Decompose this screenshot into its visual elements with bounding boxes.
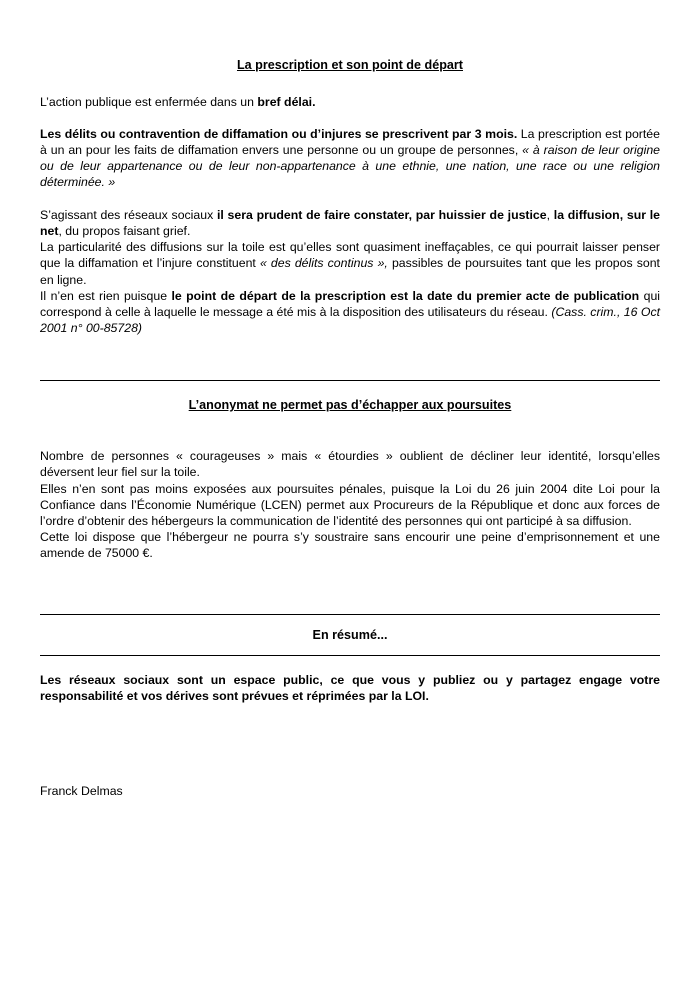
page-title: La prescription et son point de départ bbox=[236, 58, 463, 72]
paragraph-point-depart bbox=[40, 288, 660, 337]
particularite-end: passibles de poursuites tant que les propos sont en ligne. bbox=[40, 256, 660, 287]
section-heading-resume: En résumé... bbox=[312, 627, 388, 642]
prescription-bold-open: Les délits ou contravention de diffamation ou d’injures se prescrivent par 3 mois. bbox=[40, 126, 518, 141]
paragraph-reseaux-sociaux bbox=[40, 207, 660, 239]
paragraph-anonymat-3: Cette loi dispose que l’hébergeur ne pourra s’y soustraire sans encourir une peine d’emprisonnement et une amende de 75000 €. bbox=[40, 530, 660, 561]
paragraph-intro bbox=[40, 94, 660, 110]
prescription-rest: La prescription est portée à un an pour les faits de diffamation envers une personne ou un groupe de personnes, bbox=[40, 126, 660, 158]
reseaux-bold-1: il sera prudent de faire constater, par huissier de justice bbox=[216, 207, 547, 222]
paragraph-conclusion: Les réseaux sociaux sont un espace public, ce que vous y publiez ou y partagez engage votre responsabilité et vos dérives sont prévues et réprimées par la LOI. bbox=[40, 673, 660, 704]
particularite-italic: « des délits continus », bbox=[259, 256, 388, 271]
reseaux-bold-2: la diffusion, sur le net bbox=[40, 207, 660, 238]
signature: Franck Delmas bbox=[40, 783, 123, 798]
point-depart-mid: qui correspond à celle à laquelle le message a été mis à la disposition des utilisateurs du réseau. bbox=[40, 288, 661, 320]
paragraph-anonymat-2: Elles n’en sont pas moins exposées aux poursuites pénales, puisque la Loi du 26 juin 2004 dite Loi pour la Confiance dans l’Économie Numérique (LCEN) permet aux Procureurs de la République et donc aux forces de l’ordre d’obtenir des hébergeurs la communication de l’identité des personnes qui ont participé à sa diffusion. bbox=[40, 481, 660, 528]
point-depart-citation: (Cass. crim., 16 Oct 2001 n° 00-85728) bbox=[40, 305, 661, 336]
document-page bbox=[40, 0, 660, 990]
intro-lead-text: L’action publique est enfermée dans un bbox=[40, 94, 258, 109]
prescription-quote: « à raison de leur origine ou de leur appartenance ou de leur non-appartenance à une ethnie, une nation, une race ou une religion déterminée. » bbox=[40, 143, 661, 190]
point-depart-bold: le point de départ de la prescription est la date du premier acte de publication bbox=[171, 288, 640, 303]
intro-lead-bold: bref délai. bbox=[257, 94, 316, 109]
particularite-start: La particularité des diffusions sur la toile est qu’elles sont quasiment ineffaçables, ce qui pourrait laisser penser que la diffamation et l’injure constituent bbox=[40, 240, 660, 271]
reseaux-start: S’agissant des réseaux sociaux bbox=[40, 207, 217, 222]
reseaux-end: , du propos faisant grief. bbox=[58, 223, 191, 238]
point-depart-start: Il n’en est rien puisque bbox=[40, 288, 172, 303]
section-heading-anonymat: L’anonymat ne permet pas d’échapper aux poursuites bbox=[188, 398, 512, 413]
reseaux-mid: , bbox=[546, 207, 554, 222]
paragraph-particularite bbox=[40, 239, 660, 288]
paragraph-anonymat-1: Nombre de personnes « courageuses » mais « étourdies » oublient de décliner leur identité, lorsqu’elles déversent leur fiel sur la toile. bbox=[40, 449, 660, 480]
paragraph-prescription bbox=[40, 126, 660, 191]
